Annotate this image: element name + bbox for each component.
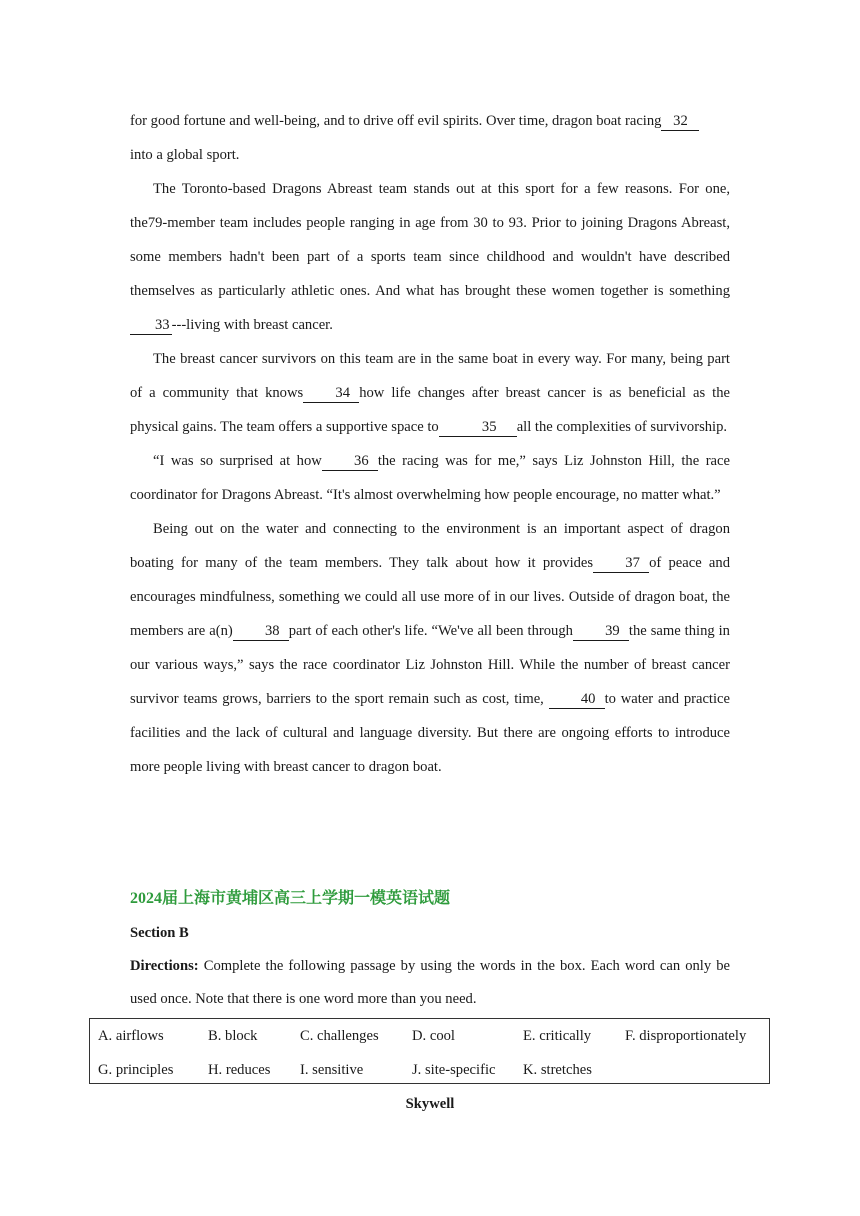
directions	[130, 950, 730, 1016]
paragraph-4	[130, 444, 730, 512]
word-option: J. site-specific	[412, 1062, 496, 1078]
paragraph-5	[130, 512, 730, 784]
blank-37: 37	[593, 554, 649, 573]
section-label: Section B	[130, 925, 189, 941]
paragraph-text: The breast cancer survivors on this team are in the same boat in every way. For many, being part of a community that knows	[130, 351, 730, 401]
word-option: E. critically	[523, 1028, 592, 1044]
passage-body	[130, 104, 730, 784]
paragraph-text: The Toronto-based Dragons Abreast team stands out at this sport for a few reasons. For one, the79-member team includes people ranging in age from 30 to 93. Prior to joining Dragons Abreast, some members hadn't been part of a sports team since childhood and wouldn't have described themselves as particularly athletic ones. And what has brought these women together is something	[130, 181, 730, 299]
word-option: B. block	[208, 1028, 258, 1044]
paragraph-3	[130, 342, 730, 444]
paragraph-text: “I was so surprised at how	[153, 453, 322, 469]
directions-lead: Directions:	[130, 958, 199, 974]
word-option: K. stretches	[523, 1062, 592, 1078]
paragraph-text: all the complexities of survivorship.	[516, 419, 728, 435]
paragraph-text: part of each other's life. “We've all been through	[288, 623, 573, 639]
blank-36: 36	[322, 452, 378, 471]
word-option: H. reduces	[208, 1062, 271, 1078]
exam-title: 2024届上海市黄埔区高三上学期一模英语试题	[130, 890, 451, 907]
paragraph-text: of peace and encourages mindfulness, something we could all use more of in our lives. Outside of dragon boat, the members are a(n)	[130, 555, 731, 639]
blank-34: 34	[303, 384, 359, 403]
paragraph-text: ---living with breast cancer.	[171, 317, 333, 333]
blank-32: 32	[661, 112, 699, 131]
word-option: A. airflows	[98, 1028, 164, 1044]
blank-39: 39	[573, 622, 629, 641]
word-option: C. challenges	[300, 1028, 379, 1044]
paragraph-text: into a global sport.	[130, 147, 240, 163]
blank-35: 35	[439, 418, 517, 437]
word-box	[89, 1018, 770, 1084]
word-option: G. principles	[98, 1062, 174, 1078]
paragraph-text: to water and practice facilities and the lack of cultural and language diversity. But there are ongoing efforts to introduce more people living with breast cancer to dragon boat.	[130, 691, 730, 775]
passage-title: Skywell	[405, 1096, 455, 1112]
paragraph-text: Being out on the water and connecting to the environment is an important aspect of dragon boating for many of the team members. They talk about how it provides	[130, 521, 730, 571]
word-option: I. sensitive	[300, 1062, 364, 1078]
paragraph-text: how life changes after breast cancer is as beneficial as the physical gains. The team offers a supportive space to	[130, 385, 730, 435]
directions-text: Complete the following passage by using the words in the box. Each word can only be used once. Note that there is one word more than you need.	[130, 958, 730, 1007]
blank-38: 38	[233, 622, 289, 641]
blank-33: 33	[130, 316, 172, 335]
paragraph-1	[130, 104, 730, 172]
word-option: D. cool	[412, 1028, 455, 1044]
blank-40: 40	[549, 690, 605, 709]
paragraph-text: the same thing in our various ways,” says the race coordinator Liz Johnston Hill. While the number of breast cancer survivor teams grows, barriers to the sport remain such as cost, time,	[130, 623, 730, 707]
paragraph-text: the racing was for me,” says Liz Johnston Hill, the race coordinator for Dragons Abreast. “It's almost overwhelming how people encourage, no matter what.”	[130, 453, 730, 503]
paragraph-text: for good fortune and well-being, and to drive off evil spirits. Over time, dragon boat racing	[130, 113, 662, 129]
word-option: F. disproportionately	[625, 1028, 747, 1044]
paragraph-2	[130, 172, 730, 342]
